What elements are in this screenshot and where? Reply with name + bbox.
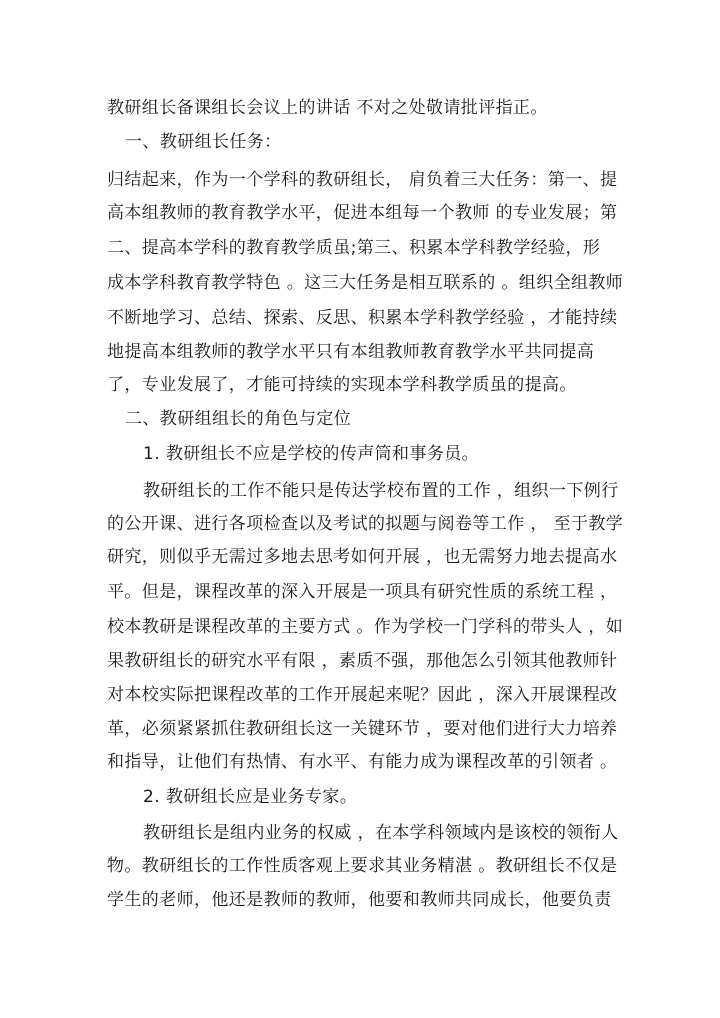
text-line: 对本校实际把课程改革的工作开展起来呢？因此 ，深入开展课程改 [107,685,618,705]
text-line: 地提高本组教师的教学水平只有本组教师教育教学水平共同提高 [107,342,595,362]
text-line: 教研组长是组内业务的权威 ，在本学科领域内是该校的领衔人 [143,823,619,843]
text-line: 和指导，让他们有热情、有水平、有能力成为课程改革的引领者 。 [107,752,618,772]
text-line: 研究，则似乎无需过多地去思考如何开展 ，也无需努力地去提高水 [107,547,618,567]
section-heading: 一、教研组长任务： [125,132,282,152]
subsection-heading: 1. 教研组长不应是学校的传声筒和事务员。 [143,444,480,464]
text-line: 不断地学习、总结、探索、反思、积累本学科教学经验 ，才能持续 [107,308,618,328]
text-line: 的公开课、进行各项检查以及考试的拟题与阅卷等工作 ， 至于教学 [107,514,624,534]
text-line: 归结起来，作为一个学科的教研组长， 肩负着三大任务：第一、提 [107,170,618,190]
text-line: 果教研组长的研究水平有限 ，素质不强，那他怎么引领其他教师针 [107,651,618,671]
text-line: 教研组长的工作不能只是传达学校布置的工作 ，组织一下例行 [143,481,619,501]
text-line: 物。教研组长的工作性质客观上要求其业务精湛 。教研组长不仅是 [107,856,618,876]
text-line: 了，专业发展了，才能可持续的实现本学科教学质虽的提高。 [107,375,577,395]
text-line: 革，必须紧紧抓住教研组长这一关键环节 ，要对他们进行大力培养 [107,719,618,739]
text-line: 教研组长备课组长会议上的讲话 不对之处敬请批评指正。 [107,98,548,118]
section-heading: 二、教研组组长的角色与定位 [125,409,352,429]
subsection-heading: 2. 教研组长应是业务专家。 [143,787,358,807]
text-line: 成本学科教育教学特色 。这三大任务是相互联系的 。组织全组教师 [107,273,624,293]
text-line: 校本教研是课程改革的主要方式 。作为学校一门学科的带头人 ，如 [107,617,624,637]
text-line: 平。但是，课程改革的深入开展是一项具有研究性质的系统工程 ， [107,582,618,602]
text-line: 高本组教师的教育教学水平，促进本组每一个教师 的专业发展；第 [107,203,618,223]
text-line: 二、提高本学科的教育教学质虽;第三、积累本学科教学经验，形 [107,238,601,258]
text-line: 学生的老师，他还是教师的教师，他要和教师共同成长，他要负责 [107,890,612,910]
